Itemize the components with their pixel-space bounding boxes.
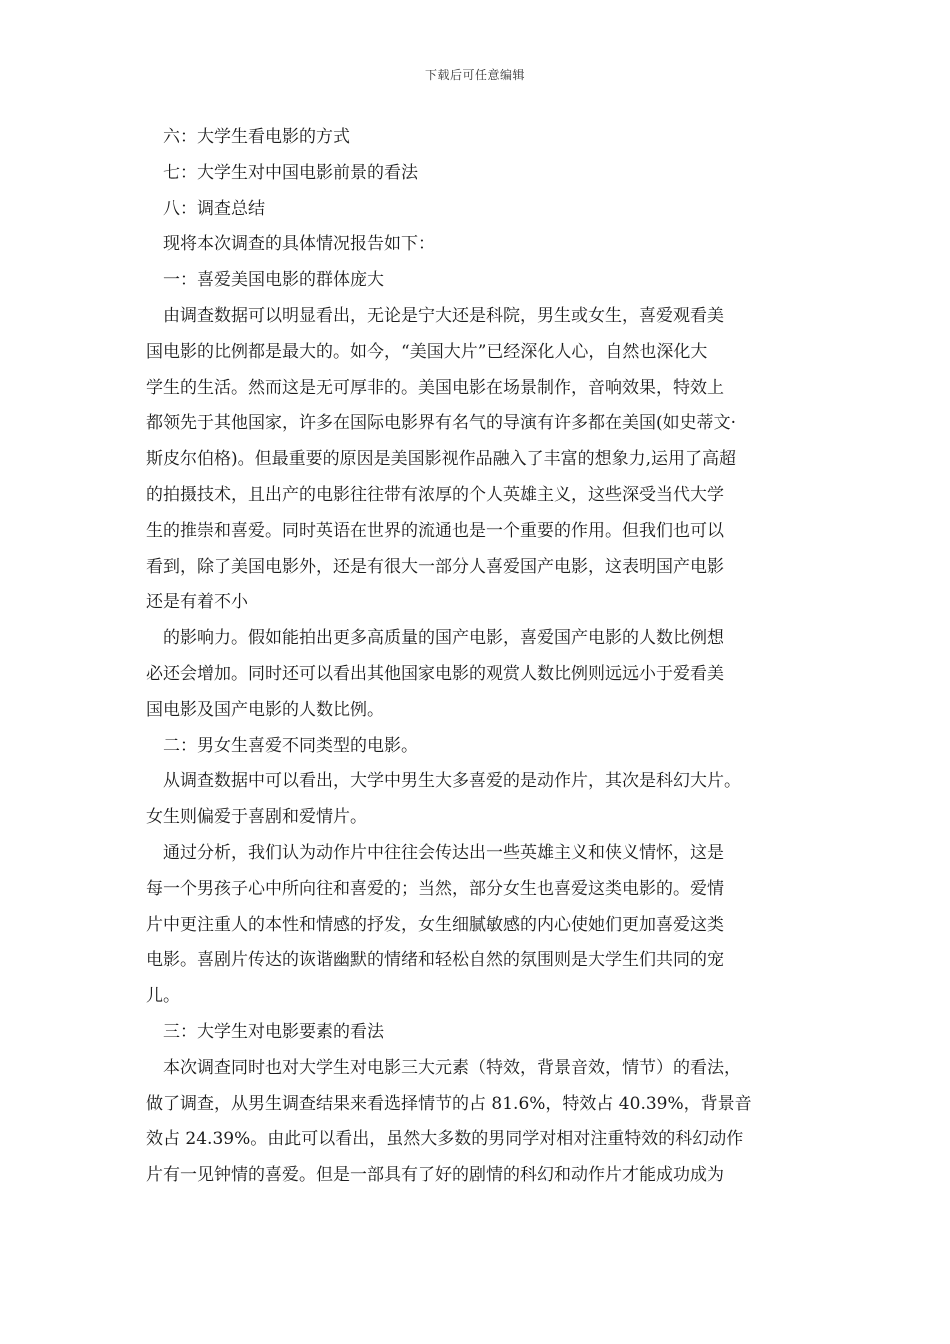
text-line: 片中更注重人的本性和情感的抒发，女生细腻敏感的内心使她们更加喜爱这类 xyxy=(146,914,724,935)
text-line: 电影。喜剧片传达的诙谐幽默的情绪和轻松自然的氛围则是大学生们共同的宠 xyxy=(146,950,724,971)
text-line: 国电影及国产电影的人数比例。 xyxy=(146,699,384,720)
text-line: 六：大学生看电影的方式 xyxy=(163,127,350,147)
text-line: 都领先于其他国家，许多在国际电影界有名气的导演有许多都在美国(如史蒂文· xyxy=(146,413,737,434)
text-line: 效占 24.39%。由此可以看出，虽然大多数的男同学对相对注重特效的科幻动作 xyxy=(146,1129,744,1150)
text-line: 三：大学生对电影要素的看法 xyxy=(163,1021,384,1042)
text-line: 的拍摄技术，且出产的电影往往带有浓厚的个人英雄主义，这些深受当代大学 xyxy=(146,484,724,505)
text-line: 看到，除了美国电影外，还是有很大一部分人喜爱国产电影，这表明国产电影 xyxy=(146,556,724,577)
text-line: 片有一见钟情的喜爱。但是一部具有了好的剧情的科幻和动作片才能成功成为 xyxy=(146,1165,724,1186)
document-body xyxy=(146,120,810,1194)
text-line: 的影响力。假如能拍出更多高质量的国产电影，喜爱国产电影的人数比例想 xyxy=(163,628,724,649)
text-line: 每一个男孩子心中所向往和喜爱的；当然，部分女生也喜爱这类电影的。爱情 xyxy=(146,878,724,899)
text-line: 一：喜爱美国电影的群体庞大 xyxy=(163,270,384,291)
text-line: 生的推崇和喜爱。同时英语在世界的流通也是一个重要的作用。但我们也可以 xyxy=(146,520,724,541)
text-line: 儿。 xyxy=(146,986,180,1007)
text-line: 做了调查，从男生调查结果来看选择情节的占 81.6%，特效占 40.39%，背景音 xyxy=(146,1093,752,1114)
text-line: 八：调查总结 xyxy=(163,198,265,219)
text-line: 国电影的比例都是最大的。如今，“美国大片”已经深化人心，自然也深化大 xyxy=(146,341,708,362)
text-line: 由调查数据可以明显看出，无论是宁大还是科院，男生或女生，喜爱观看美 xyxy=(163,305,724,326)
text-line: 二：男女生喜爱不同类型的电影。 xyxy=(163,735,418,756)
page-header: 下载后可任意编辑 xyxy=(424,68,525,82)
text-line: 斯皮尔伯格)。但最重要的原因是美国影视作品融入了丰富的想象力,运用了高超 xyxy=(146,449,737,470)
text-line: 七：大学生对中国电影前景的看法 xyxy=(163,162,418,183)
text-line: 现将本次调查的具体情况报告如下： xyxy=(163,234,435,255)
text-line: 通过分析，我们认为动作片中往往会传达出一些英雄主义和侠义情怀，这是 xyxy=(163,842,724,863)
text-line: 女生则偏爱于喜剧和爱情片。 xyxy=(146,807,367,828)
text-line: 学生的生活。然而这是无可厚非的。美国电影在场景制作，音响效果，特效上 xyxy=(146,377,724,398)
text-line: 还是有着不小 xyxy=(146,592,248,613)
text-line: 必还会增加。同时还可以看出其他国家电影的观赏人数比例则远远小于爱看美 xyxy=(146,663,724,684)
text-line: 从调查数据中可以看出，大学中男生大多喜爱的是动作片，其次是科幻大片。 xyxy=(163,771,741,792)
text-line: 本次调查同时也对大学生对电影三大元素（特效，背景音效，情节）的看法， xyxy=(163,1057,741,1078)
